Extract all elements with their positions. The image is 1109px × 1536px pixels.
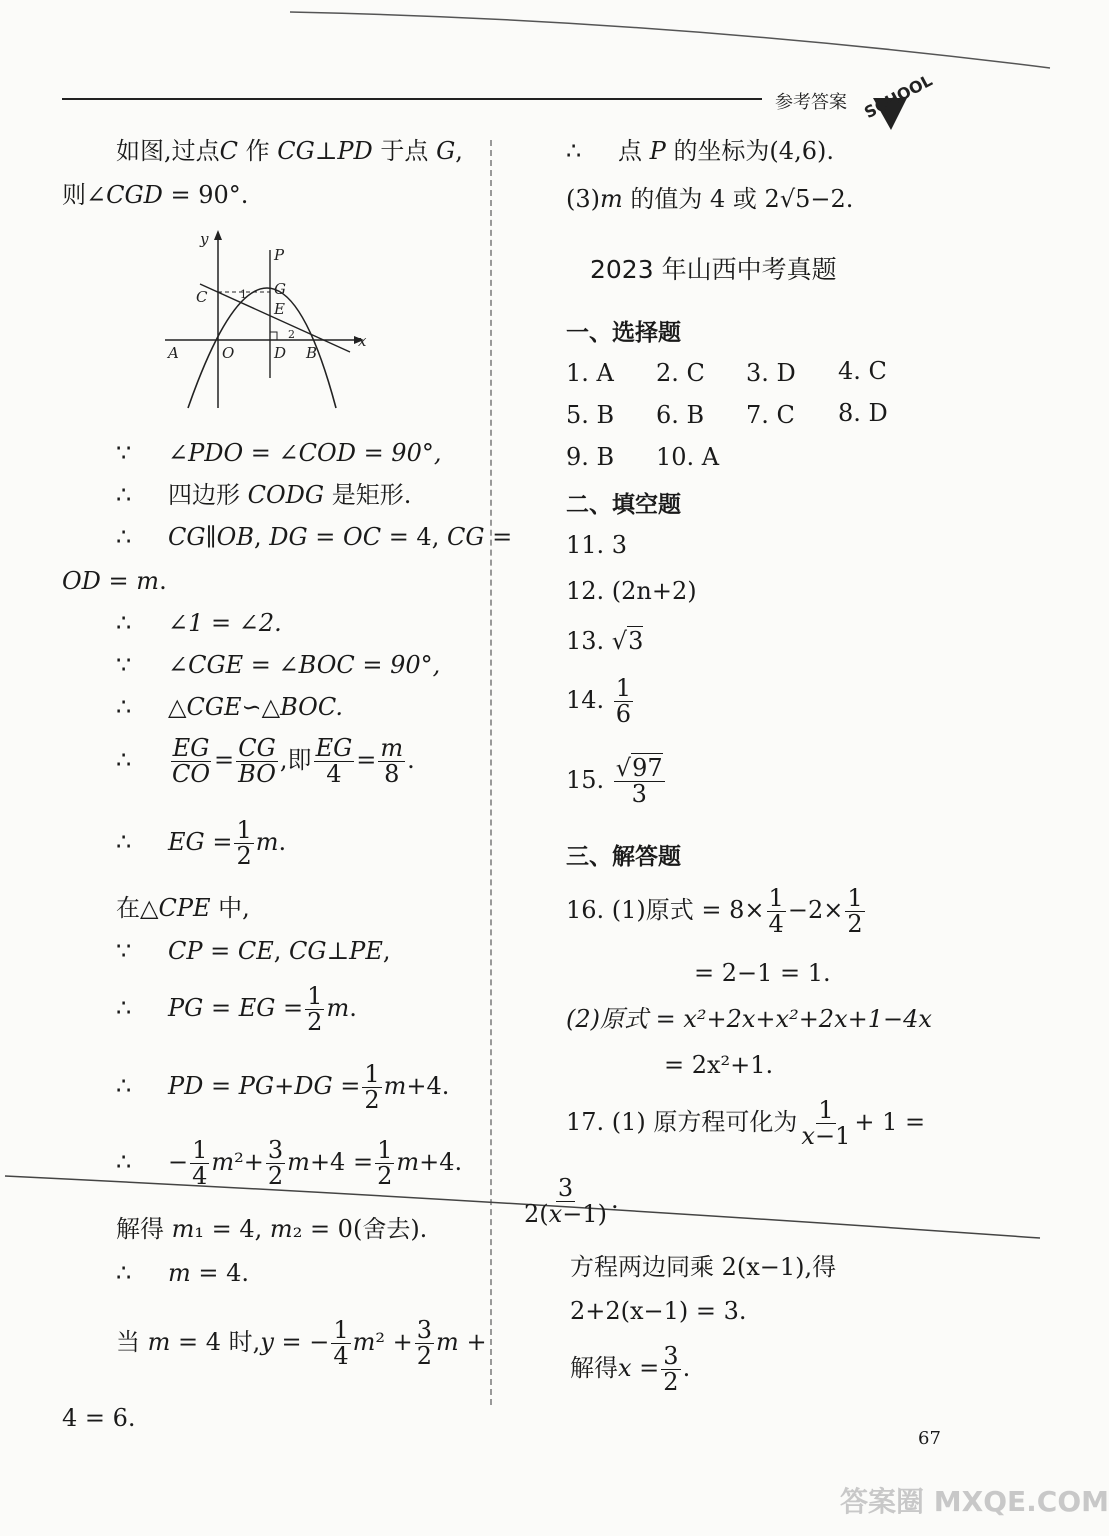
heading-fill: 二、填空题 xyxy=(566,492,681,518)
fill-14: 14. $\frac{1}{6}$ xyxy=(566,674,632,729)
q16-line-4: = 2x²+1. xyxy=(664,1051,774,1079)
watermark: 答案圈 MXQE.COM xyxy=(840,1485,1109,1518)
left-line-9: 在△CPE 中, xyxy=(116,894,250,922)
left-line-3: ∴ CG∥OB, DG = OC = 4, CG = xyxy=(116,523,513,551)
fill-11: 11. 3 xyxy=(566,531,628,559)
svg-text:D: D xyxy=(274,344,287,362)
svg-text:C: C xyxy=(196,288,208,306)
left-line-1: ∵ ∠PDO = ∠COD = 90°, xyxy=(116,439,442,467)
left-line-6: ∴ △CGE∽△BOC. xyxy=(116,693,343,721)
left-line-2: ∴ 四边形 CODG 是矩形. xyxy=(116,481,412,509)
choice-8: 8. D xyxy=(838,399,888,427)
left-line-11: ∴ PG = EG = $\frac{1}{2}$ m. xyxy=(116,982,357,1037)
left-line-16: 当 m = 4 时,y = − $\frac{1}{4}$ m² + $\frac{3}{2}$ m + xyxy=(116,1316,487,1371)
svg-text:E: E xyxy=(274,300,285,318)
left-line-15: ∴ m = 4. xyxy=(116,1259,250,1287)
left-line-13: ∴ − $\frac{1}{4}$ m²+ $\frac{3}{2}$ m+4 = $\frac{1}{2}$ m+4. xyxy=(116,1136,463,1191)
q17-line-4: 2+2(x−1) = 3. xyxy=(570,1297,747,1325)
school-badge-icon xyxy=(855,70,936,136)
right-line-2: (3)m 的值为 4 或 2√5−2. xyxy=(566,185,854,213)
left-line-8: ∴ EG = $\frac{1}{2}$ m. xyxy=(116,816,287,871)
fill-15: 15. $\frac{√97}{3}$ xyxy=(566,754,663,809)
heading-solve: 三、解答题 xyxy=(566,844,681,870)
left-line-12: ∴ PD = PG+DG = $\frac{1}{2}$ m+4. xyxy=(116,1060,450,1115)
svg-text:B: B xyxy=(306,344,318,362)
left-line-5: ∵ ∠CGE = ∠BOC = 90°, xyxy=(116,651,441,679)
left-line-4: ∴ ∠1 = ∠2. xyxy=(116,609,282,637)
choice-10: 10. A xyxy=(656,443,720,471)
header-rule xyxy=(62,98,762,100)
intro-line-2: 则∠CGD = 90°. xyxy=(62,181,249,209)
intro-line-1: 如图,过点C 作 CG⊥PD 于点 G, xyxy=(116,137,463,165)
left-line-17: 4 = 6. xyxy=(62,1404,136,1432)
svg-text:G: G xyxy=(274,280,286,298)
left-line-7: ∴ $\frac{EG}{CO}$ = $\frac{CG}{BO}$ ,即 $\frac{EG}{4}$ = $\frac{m}{8}$ . xyxy=(116,734,415,789)
q17-line-1: 17. (1) 原方程可化为 $\frac{1}{x-1}$ + 1 = xyxy=(566,1096,926,1151)
q16-line-1: 16. (1)原式 = 8× $\frac{1}{4}$ −2× $\frac{1}{2}$ xyxy=(566,884,863,939)
choice-1: 1. A xyxy=(566,359,614,387)
right-line-1: ∴ 点 P 的坐标为(4,6). xyxy=(566,137,834,165)
svg-text:2: 2 xyxy=(288,328,295,341)
page-number: 67 xyxy=(918,1428,941,1449)
page-edge-curve xyxy=(290,10,1050,70)
svg-text:A: A xyxy=(168,344,179,362)
parabola-figure xyxy=(160,228,372,410)
left-line-10: ∵ CP = CE, CG⊥PE, xyxy=(116,937,391,965)
choice-7: 7. C xyxy=(746,401,795,429)
section-title: 2023 年山西中考真题 xyxy=(590,255,837,284)
header-title: 参考答案 xyxy=(775,92,847,113)
svg-text:O: O xyxy=(222,344,235,362)
choice-6: 6. B xyxy=(656,401,705,429)
left-line-3b: OD = m. xyxy=(62,567,167,595)
svg-text:y: y xyxy=(200,230,209,248)
heading-choice: 一、选择题 xyxy=(566,320,681,346)
choice-2: 2. C xyxy=(656,359,705,387)
q16-line-2: = 2−1 = 1. xyxy=(694,959,831,987)
q17-line-5: 解得x = $\frac{3}{2}$ . xyxy=(570,1342,691,1397)
choice-5: 5. B xyxy=(566,401,615,429)
choice-3: 3. D xyxy=(746,359,796,387)
choice-9: 9. B xyxy=(566,443,615,471)
svg-text:SCHOOL: SCHOOL xyxy=(861,70,936,123)
svg-text:1: 1 xyxy=(240,288,247,301)
q16-line-3: (2)原式 = x²+2x+x²+2x+1−4x xyxy=(566,1005,932,1033)
left-line-14: 解得 m₁ = 4, m₂ = 0(舍去). xyxy=(116,1215,428,1243)
fill-12: 12. (2n+2) xyxy=(566,577,697,605)
svg-text:x: x xyxy=(358,332,367,350)
svg-text:P: P xyxy=(274,246,285,264)
choice-4: 4. C xyxy=(838,357,887,385)
q17-line-3: 方程两边同乘 2(x−1),得 xyxy=(570,1253,837,1281)
q17-line-2: $\frac{3}{2(x-1)}$ . xyxy=(524,1174,619,1229)
fill-13: 13. √3 xyxy=(566,627,644,655)
